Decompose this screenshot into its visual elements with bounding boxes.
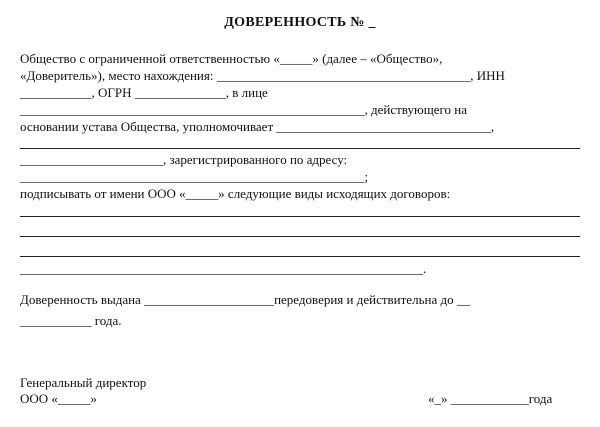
signature-date: «_» ____________года (428, 391, 553, 406)
blank-line (20, 236, 580, 237)
text-line-company: Общество с ограниченной ответственностью «_____» (далее – «Общество», (20, 51, 443, 66)
text-line-valid-year: ___________ года. (20, 313, 122, 328)
text-line-issued: Доверенность выдана ____________________передоверия и действительна до __ (20, 292, 470, 307)
blank-line (20, 148, 580, 149)
signature-title: Генеральный директор (20, 375, 147, 390)
blank-line (20, 256, 580, 257)
document-title: ДОВЕРЕННОСТЬ № _ (224, 15, 376, 30)
text-line-contracts-end: ______________________________________________________________. (20, 261, 427, 276)
text-line-contracts: подписывать от имени ООО «_____» следующие виды исходящих договоров: (20, 186, 451, 201)
signature-company: ООО «_____» (20, 391, 97, 406)
blank-line (20, 216, 580, 217)
text-line-address-blank: _____________________________________________________; (20, 169, 369, 184)
text-line-representative: _____________________________________________________, действующего на (20, 102, 467, 117)
text-line-authorizes: основании устава Общества, уполномочивает _________________________________, (20, 119, 495, 134)
text-line-registered: ______________________, зарегистрированного по адресу: (20, 152, 348, 167)
text-line-location: «Доверитель»), место нахождения: _______________________________________, ИНН (20, 68, 505, 83)
text-line-inn-ogrn: ___________, ОГРН ______________, в лице (20, 85, 268, 100)
